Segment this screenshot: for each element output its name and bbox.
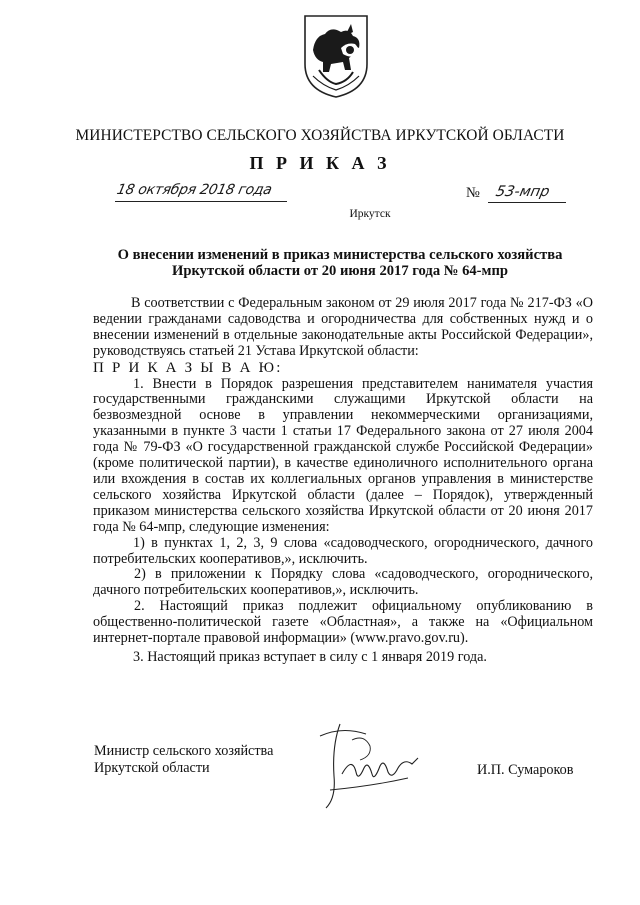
item-1-2-paragraph: 2) в приложении к Порядку слова «садоводческого, огороднического, дачного потребительских кооперативов,», исключить. xyxy=(93,566,593,599)
signer-name: И.П. Сумароков xyxy=(477,762,574,778)
date-underline xyxy=(115,201,287,202)
subject-line-1: О внесении изменений в приказ министерства сельского хозяйства xyxy=(117,247,563,263)
document-body xyxy=(93,296,593,666)
document-subject xyxy=(100,247,580,279)
item-1-paragraph: 1. Внести в Порядок разрешения представителем нанимателя участия государственными гражданскими служащими Иркутской области на безвозмездной основе в управлении некоммерческими организациями, указанными в пункте 3 части 1 статьи 17 Федерального закона от 27 июля 2004 года № 79-ФЗ «О государственной гражданской службе Российской Федерации» (кроме политической партии), в качестве единоличного исполнительного органа или вхождения в состав их коллегиальных органов управления в министерстве сельского хозяйства Иркутской области (далее – Порядок), утвержденный приказом министерства сельского хозяйства Иркутской области от 20 июня 2017 года № 64-мпр, следующие изменения: xyxy=(93,375,593,535)
orders-heading: П Р И К А З Ы В А Ю: xyxy=(93,359,283,376)
item-2-paragraph: 2. Настоящий приказ подлежит официальному опубликованию в общественно-политической газете «Областная», а также на «Официальном интернет-портале правовой информации» (www.pravo.gov.ru). xyxy=(93,598,593,647)
number-underline xyxy=(488,202,566,203)
number-sign: № xyxy=(466,185,480,201)
signer-position: Министр сельского хозяйства Иркутской области xyxy=(94,743,274,776)
item-1-1-paragraph: 1) в пунктах 1, 2, 3, 9 слова «садоводческого, огороднического, дачного потребительских кооперативов,», исключить. xyxy=(93,534,593,567)
subject-line-2: Иркутской области от 20 июня 2017 года № 64-мпр xyxy=(172,263,508,279)
handwritten-number: 53-мпр xyxy=(494,184,552,200)
city-label: Иркутск xyxy=(349,208,391,220)
irkutsk-coat-of-arms-icon xyxy=(301,12,371,100)
item-3-paragraph: 3. Настоящий приказ вступает в силу с 1 января 2019 года. xyxy=(133,648,487,665)
handwritten-date: 18 октября 2018 года xyxy=(115,182,274,198)
handwritten-signature xyxy=(312,716,444,814)
ministry-name: МИНИСТЕРСТВО СЕЛЬСКОГО ХОЗЯЙСТВА ИРКУТСКОЙ ОБЛАСТИ xyxy=(75,127,565,144)
document-type: П Р И К А З xyxy=(249,153,391,173)
preamble-paragraph: В соответствии с Федеральным законом от 29 июля 2017 года № 217-ФЗ «О ведении гражданами садоводства и огородничества для собственных нужд и о внесении изменений в отдельные законодательные акты Российской Федерации», руководствуясь статьей 21 Устава Иркутской области: xyxy=(93,295,593,359)
